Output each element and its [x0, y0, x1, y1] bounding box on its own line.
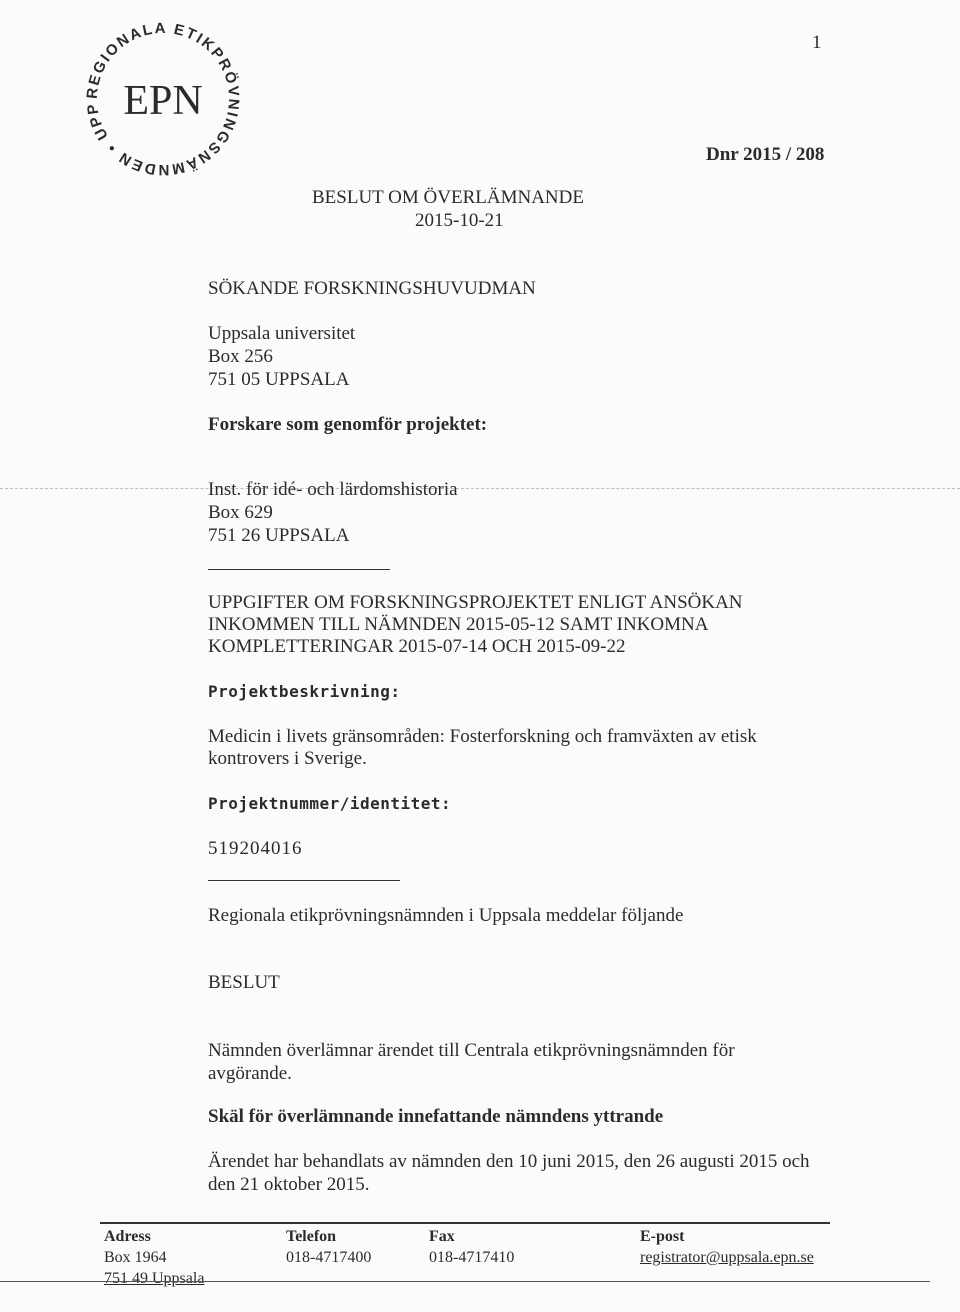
project-id-label: Projektnummer/identitet: [208, 794, 452, 813]
researcher-line: 751 26 UPPSALA [208, 525, 350, 546]
footer-phone [286, 1226, 371, 1268]
applicant-line: Uppsala universitet [208, 323, 356, 344]
researcher-line: Box 629 [208, 502, 273, 523]
divider [208, 880, 400, 881]
epn-logo-seal [78, 14, 248, 184]
footer-address-line: 751 49 Uppsala [104, 1270, 205, 1287]
logo-ring-text: REGIONALA ETIKPRÖVNINGSNÄMNDEN • UPP [83, 19, 243, 179]
description-line: Medicin i livets gränsområden: Fosterforskning och framväxten av etisk [208, 726, 757, 747]
diarienummer: Dnr 2015 / 208 [706, 144, 825, 165]
applicant-line: Box 256 [208, 346, 273, 367]
footer-base-line [0, 1281, 930, 1282]
logo-initials: EPN [123, 78, 203, 124]
footer-phone-label: Telefon [286, 1228, 337, 1245]
decision-heading: BESLUT [208, 972, 280, 993]
footer-email-link[interactable]: registrator@uppsala.epn.se [640, 1249, 814, 1266]
footer-address [104, 1226, 204, 1289]
divider [208, 569, 390, 570]
epn-seal-icon [78, 14, 248, 184]
footer-divider [100, 1222, 830, 1224]
footer-address-line: Box 1964 [104, 1249, 167, 1266]
footer-phone-value: 018-4717400 [286, 1249, 372, 1266]
project-id-value: 519204016 [208, 838, 303, 859]
researcher-heading: Forskare som genomför projektet: [208, 414, 488, 435]
description-label: Projektbeskrivning: [208, 682, 401, 701]
footer-email [640, 1226, 814, 1268]
footer-address-label: Adress [104, 1228, 151, 1245]
footer-email-label: E-post [640, 1228, 685, 1245]
scan-dashed-line [0, 488, 960, 489]
researcher-line: Inst. för idé- och lärdomshistoria [208, 479, 458, 500]
reasons-heading: Skäl för överlämnande innefattande nämndens yttrande [208, 1106, 664, 1127]
page-number: 1 [812, 32, 822, 53]
applicant-line: 751 05 UPPSALA [208, 369, 350, 390]
project-heading-line: INKOMMEN TILL NÄMNDEN 2015-05-12 SAMT INKOMNA [208, 614, 709, 635]
reasons-line: den 21 oktober 2015. [208, 1174, 370, 1195]
decision-line: avgörande. [208, 1063, 292, 1084]
footer-fax [429, 1226, 514, 1268]
reasons-line: Ärendet har behandlats av nämnden den 10 juni 2015, den 26 augusti 2015 och [208, 1151, 810, 1172]
project-heading-line: UPPGIFTER OM FORSKNINGSPROJEKTET ENLIGT ANSÖKAN [208, 592, 743, 613]
document-title: BESLUT OM ÖVERLÄMNANDE [312, 187, 584, 208]
decision-line: Nämnden överlämnar ärendet till Centrala etikprövningsnämnden för [208, 1040, 735, 1061]
footer-fax-label: Fax [429, 1228, 455, 1245]
document-date: 2015-10-21 [415, 210, 504, 231]
notice-text: Regionala etikprövningsnämnden i Uppsala meddelar följande [208, 905, 684, 926]
applicant-heading: SÖKANDE FORSKNINGSHUVUDMAN [208, 278, 536, 299]
project-heading-line: KOMPLETTERINGAR 2015-07-14 OCH 2015-09-22 [208, 636, 626, 657]
footer-fax-value: 018-4717410 [429, 1249, 515, 1266]
description-line: kontrovers i Sverige. [208, 748, 367, 769]
